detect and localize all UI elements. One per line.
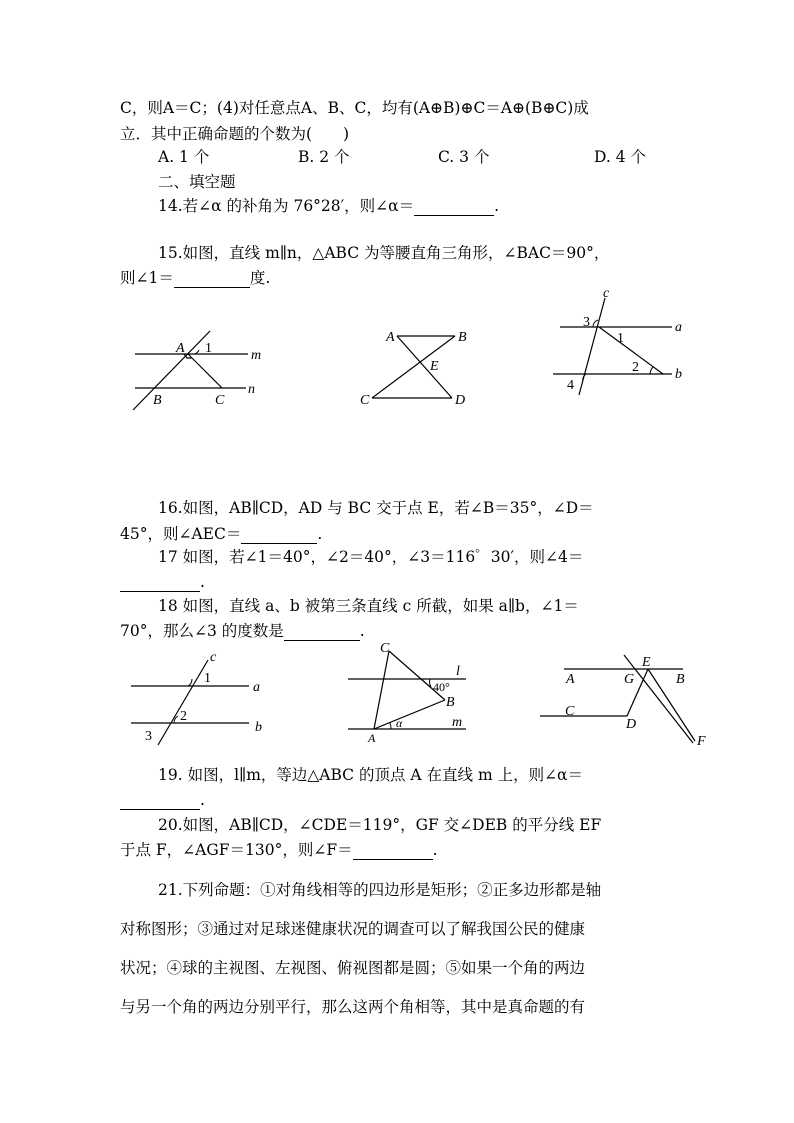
fig16-label-b: B (458, 330, 467, 345)
fig18-label-c: c (210, 650, 217, 665)
q21-line-1: 21.下列命题：①对角线相等的四边形是矩形；②正多边形都是轴 (158, 881, 602, 899)
fig17-label-4: 4 (567, 378, 574, 393)
fig15-label-b: B (153, 393, 162, 408)
fig17-label-3: 3 (583, 315, 590, 330)
q13-option-b: B. 2 个 (298, 148, 350, 166)
fig17-label-c: c (603, 286, 610, 301)
q16-prompt: 45°，则∠AEC＝ (120, 525, 242, 543)
q13-option-a: A. 1 个 (158, 148, 210, 166)
fig16-label-a: A (386, 330, 395, 345)
q13-line-2: 立．其中正确命题的个数为( ) (120, 125, 350, 143)
fig20-label-f: F (697, 734, 706, 749)
q15-line-1: 15.如图，直线 m∥n，△ABC 为等腰直角三角形，∠BAC＝90°， (158, 244, 610, 262)
fig20-label-c: C (565, 704, 575, 719)
fig15-label-m: m (251, 348, 262, 363)
q18-end: . (359, 622, 365, 640)
fig18-label-3: 3 (145, 729, 152, 744)
fig20-label-d: D (626, 717, 637, 732)
q21-line-3: 状况；④球的主视图、左视图、俯视图都是圆；⑤如果一个角的两边 (120, 959, 586, 977)
fig17-label-2: 2 (632, 360, 639, 375)
fig15-label-1: 1 (205, 341, 212, 356)
q16-line-1: 16.如图，AB∥CD，AD 与 BC 交于点 E，若∠B＝35°，∠D＝ (158, 499, 594, 517)
fig17-label-1: 1 (617, 331, 624, 346)
fig19-label-c: C (380, 641, 390, 656)
q21-line-4: 与另一个角的两边分别平行，那么这两个角相等，其中是真命题的有 (120, 998, 586, 1016)
q19-end: . (200, 791, 205, 809)
fig19-label-alpha: α (396, 716, 403, 730)
q21-line-2: 对称图形；③通过对足球迷健康状况的调查可以了解我国公民的健康 (120, 920, 586, 938)
q17-end: . (200, 573, 205, 591)
q14-text: 14.若∠α 的补角为 76°28′，则∠α＝ (158, 197, 415, 215)
fig15-label-c: C (215, 393, 225, 408)
fig20-label-a: A (566, 672, 575, 687)
q19-line-1: 19. 如图，l∥m，等边△ABC 的顶点 A 在直线 m 上，则∠α＝ (158, 766, 584, 784)
fig19-label-l: l (456, 664, 460, 679)
q13-line-1: C，则A＝C；(4)对任意点A、B、C，均有(A⊕B)⊕C＝A⊕(B⊕C)成 (120, 99, 589, 117)
fig17-label-a: a (675, 320, 682, 335)
fig16-label-c: C (360, 393, 370, 408)
q19-answer-blank (120, 793, 200, 810)
fig18-label-1: 1 (204, 671, 211, 686)
fig16-label-d: D (455, 393, 466, 408)
fig18-label-b: b (255, 720, 262, 735)
q15-prompt: 则∠1＝ (120, 269, 174, 287)
fig18-label-a: a (253, 680, 260, 695)
fig19-label-b: B (446, 695, 455, 710)
q17-line-1: 17 如图，若∠1＝40°，∠2＝40°，∠3＝116゜30′，则∠4＝ (158, 548, 584, 566)
fig20-label-g: G (624, 672, 635, 687)
q20-line-2 (120, 840, 438, 860)
fig17-label-b: b (675, 367, 682, 382)
section-title: 二、填空题 (158, 173, 236, 191)
fig16-label-e: E (430, 359, 439, 374)
q19-line-2 (120, 790, 205, 810)
fig19-label-m: m (452, 715, 463, 730)
fig19-label-40: 40° (433, 680, 450, 694)
fig15-label-a: A (176, 341, 185, 356)
q13-option-d: D. 4 个 (594, 148, 647, 166)
q20-line-1: 20.如图，AB∥CD，∠CDE＝119°，GF 交∠DEB 的平分线 EF (158, 816, 602, 834)
q20-end: . (432, 841, 438, 859)
fig20-label-e: E (642, 655, 651, 670)
q18-prompt: 70°，那么∠3 的度数是 (120, 622, 284, 640)
q18-line-1: 18 如图，直线 a、b 被第三条直线 c 所截，如果 a∥b，∠1＝ (158, 597, 579, 615)
q13-option-c: C. 3 个 (438, 148, 490, 166)
fig18-label-2: 2 (180, 709, 187, 724)
q16-end: . (317, 525, 323, 543)
q15-end: 度. (249, 269, 271, 287)
fig20-label-b: B (676, 672, 685, 687)
fig19-label-a: A (368, 731, 376, 745)
fig15-label-n: n (248, 382, 255, 397)
q20-answer-blank (353, 843, 433, 860)
q14-end: . (494, 197, 500, 215)
q20-prompt: 于点 F，∠AGF＝130°，则∠F＝ (120, 841, 353, 859)
